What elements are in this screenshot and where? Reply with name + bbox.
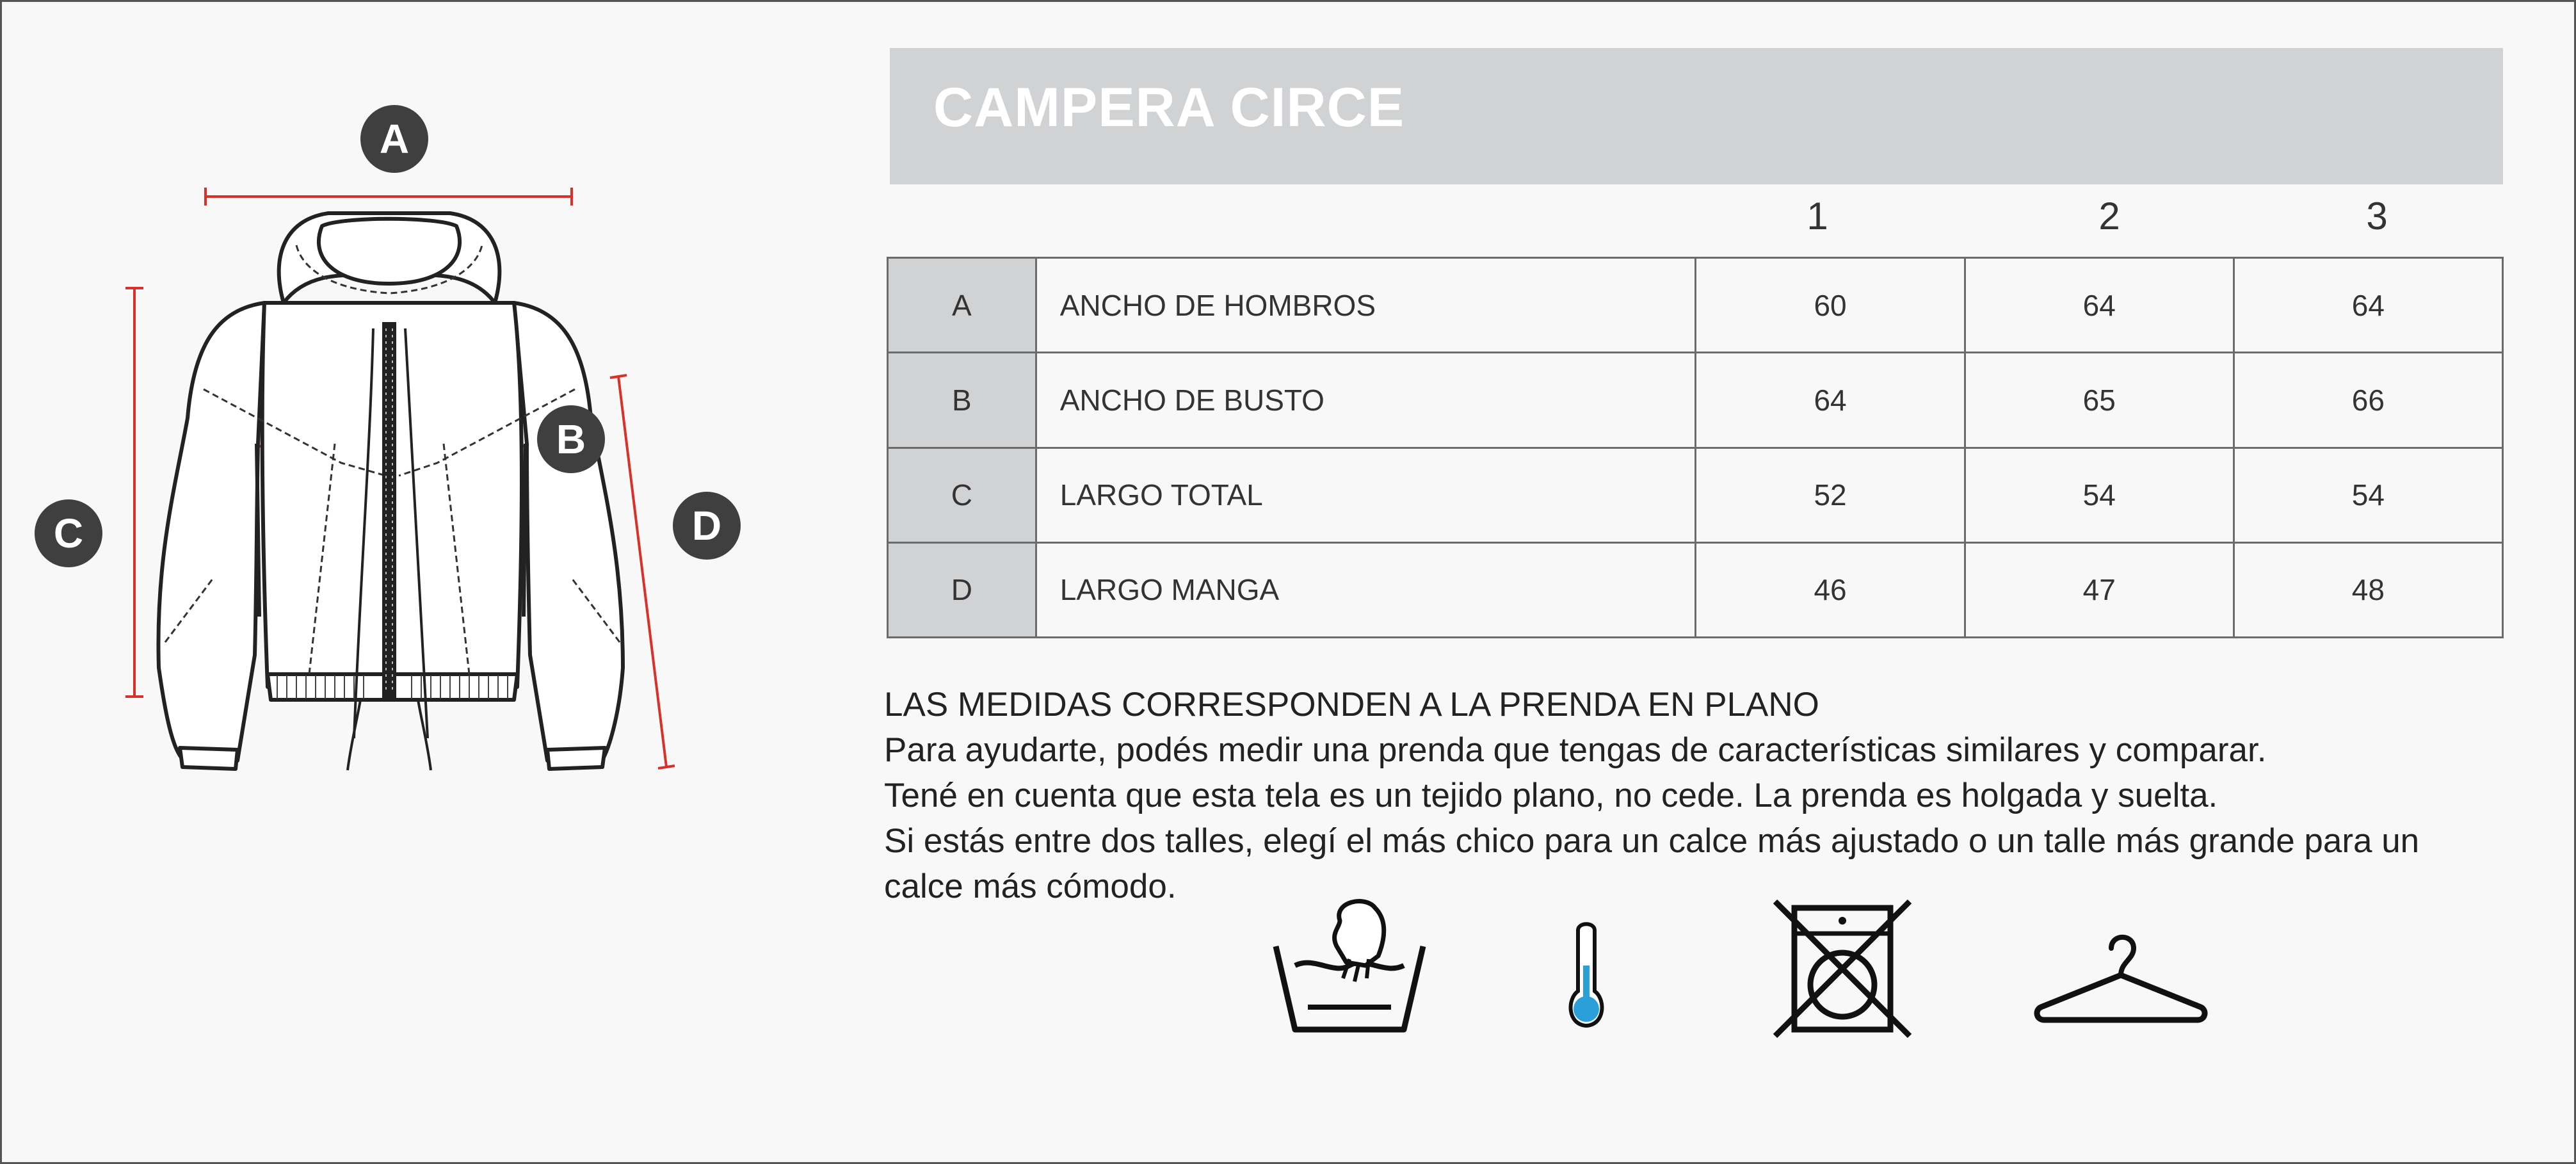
cell-value: 66: [2234, 353, 2502, 448]
sizing-notes: [884, 682, 2465, 909]
cell-value: 52: [1696, 448, 1965, 542]
hang-dry-icon: [2031, 930, 2210, 1026]
cell-value: 54: [2234, 448, 2502, 542]
cell-value: 64: [1965, 258, 2234, 353]
row-letter: B: [888, 353, 1036, 448]
marker-a: [360, 105, 428, 173]
notes-heading: LAS MEDIDAS CORRESPONDEN A LA PRENDA EN PLANO: [884, 686, 1819, 723]
table-row: [888, 448, 2503, 542]
row-label: ANCHO DE BUSTO: [1036, 353, 1696, 448]
cell-value: 60: [1696, 258, 1965, 353]
product-title: CAMPERA CIRCE: [933, 77, 1405, 138]
cell-value: 54: [1965, 448, 2234, 542]
marker-b: [537, 405, 605, 473]
size-header-3: 3: [2366, 195, 2388, 238]
cell-value: 64: [1696, 353, 1965, 448]
svg-text:B: B: [556, 416, 586, 462]
cell-value: 47: [1965, 542, 2234, 637]
row-letter: C: [888, 448, 1036, 542]
cold-water-icon: [1564, 921, 1609, 1030]
row-label: LARGO MANGA: [1036, 542, 1696, 637]
notes-line: Tené en cuenta que esta tela es un tejido plano, no cede. La prenda es holgada y suelta.: [884, 777, 2218, 814]
row-label: ANCHO DE HOMBROS: [1036, 258, 1696, 353]
jacket-illustration: [2, 2, 821, 834]
row-letter: A: [888, 258, 1036, 353]
measurement-table: [887, 257, 2504, 638]
cell-value: 48: [2234, 542, 2502, 637]
notes-line: Para ayudarte, podés medir una prenda que tengas de características similares y comparar.: [884, 731, 2267, 769]
size-header-1: 1: [1807, 195, 1828, 238]
title-bar: [890, 48, 2503, 184]
svg-text:D: D: [691, 503, 722, 549]
no-tumble-dry-icon: [1769, 895, 1916, 1042]
svg-text:A: A: [379, 116, 410, 162]
svg-text:C: C: [53, 510, 84, 556]
measure-line-d: [618, 376, 666, 767]
hand-wash-icon: [1269, 895, 1429, 1042]
row-letter: D: [888, 542, 1036, 637]
table-row: [888, 542, 2503, 637]
table-row: [888, 353, 2503, 448]
marker-c: [35, 499, 102, 567]
size-header-2: 2: [2098, 195, 2120, 238]
notes-line: Si estás entre dos talles, elegí el más chico para un calce más ajustado o un talle más grande para un calce más cómodo.: [884, 822, 2420, 905]
cell-value: 64: [2234, 258, 2502, 353]
marker-d: [673, 492, 741, 560]
row-label: LARGO TOTAL: [1036, 448, 1696, 542]
table-row: [888, 258, 2503, 353]
cell-value: 65: [1965, 353, 2234, 448]
cell-value: 46: [1696, 542, 1965, 637]
